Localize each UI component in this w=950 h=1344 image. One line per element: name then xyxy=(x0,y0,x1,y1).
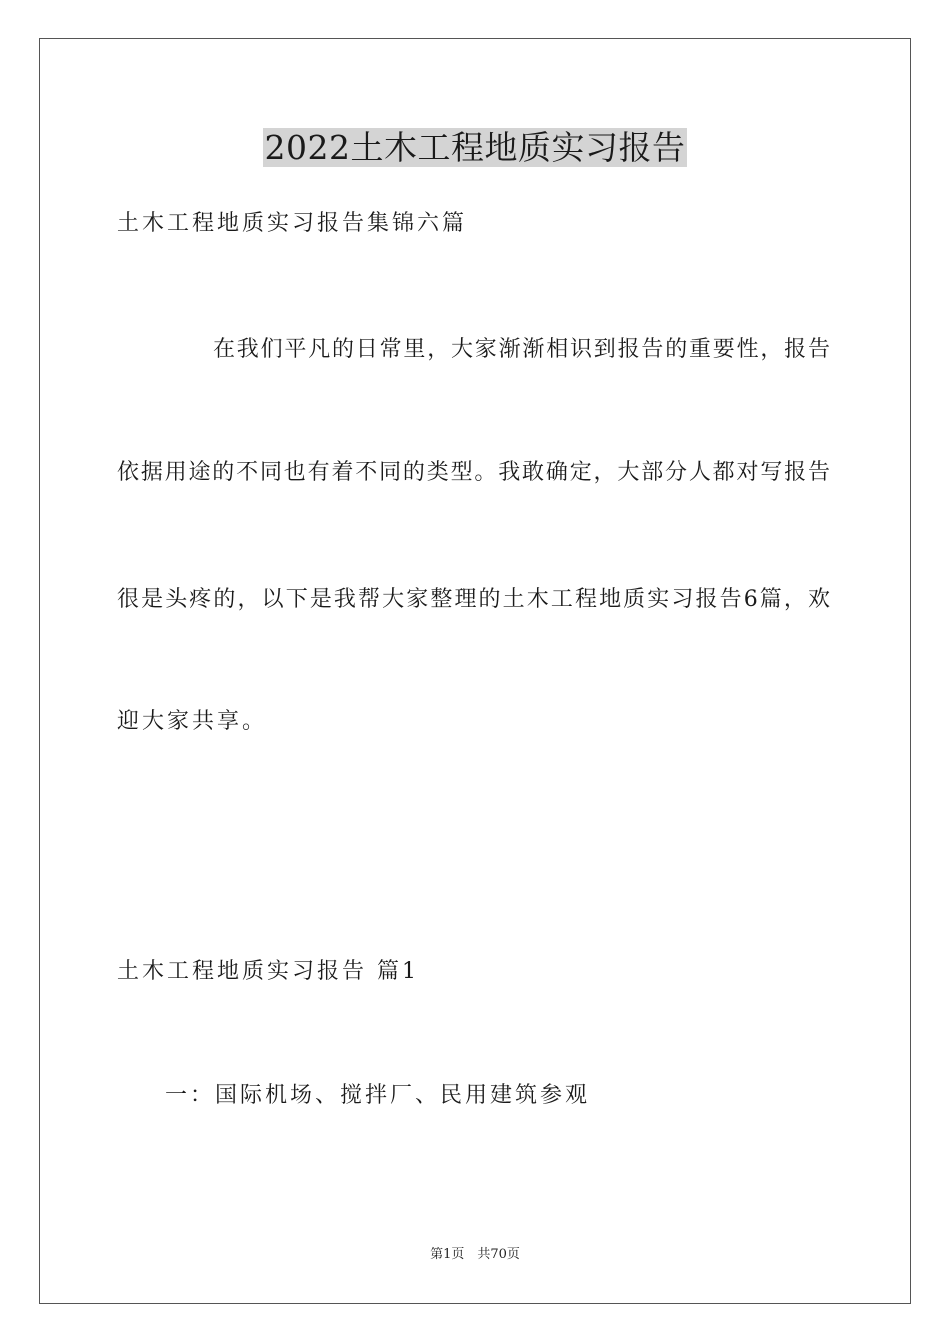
section-heading: 土木工程地质实习报告 篇1 xyxy=(117,959,419,984)
document-subtitle: 土木工程地质实习报告集锦六篇 xyxy=(117,211,468,236)
document-title-text: 2022土木工程地质实习报告 xyxy=(264,128,686,167)
intro-line-3: 很是头疼的，以下是我帮大家整理的土木工程地质实习报告6篇，欢 xyxy=(117,587,830,612)
page-number-footer: 第1页 共70页 xyxy=(430,1247,520,1262)
list-item-1: 一：国际机场、搅拌厂、民用建筑参观 xyxy=(165,1083,591,1108)
intro-line-1: 在我们平凡的日常里，大家渐渐相识到报告的重要性，报告 xyxy=(213,337,830,362)
intro-line-4: 迎大家共享。 xyxy=(117,709,268,734)
intro-line-2: 依据用途的不同也有着不同的类型。我敢确定，大部分人都对写报告 xyxy=(117,460,830,485)
document-title xyxy=(0,126,950,170)
